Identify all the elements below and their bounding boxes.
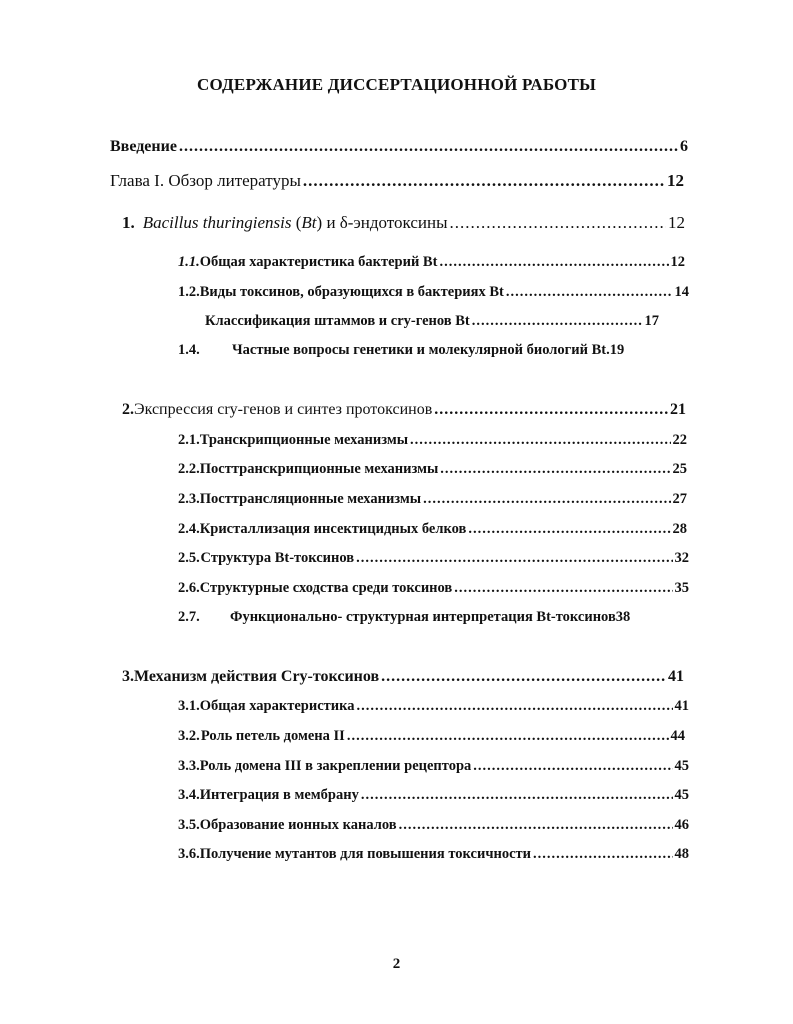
toc-entry-page: 14 [674,284,689,300]
leader-dots [357,698,673,715]
toc-entry-label: Образование ионных каналов [199,817,397,833]
toc-entry-3-2[interactable] [178,728,685,745]
toc-entry-page: 45 [674,787,689,803]
leader-dots [454,580,672,597]
leader-dots [356,550,672,567]
toc-entry-page: 28 [672,521,687,537]
toc-entry-3-5[interactable] [178,817,689,834]
leader-dots [303,171,665,191]
toc-entry-page: 38 [615,609,631,625]
leader-dots [434,401,668,419]
toc-entry-1-2[interactable] [178,284,689,301]
toc-entry-label-bt: Bt [301,213,317,232]
toc-entry-2-6[interactable] [178,580,689,597]
toc-entry-number: 2.5. [178,550,200,566]
toc-entry-2-5[interactable] [178,550,689,567]
toc-entry-2-3[interactable] [178,491,687,508]
toc-entry-page: 17 [644,313,659,329]
toc-entry-label: Посттранскрипционные механизмы [199,461,439,477]
toc-entry-label: Экспрессия cry-генов и синтез протоксинов [134,401,433,418]
toc-entry-label: Функционально- структурная интерпретация Bt-токсинов [230,609,616,625]
toc-entry-page: 19 [609,342,625,358]
toc-entry-3-1[interactable] [178,698,689,715]
toc-entry-3-4[interactable] [178,787,689,804]
toc-entry-section-2[interactable] [122,401,686,419]
toc-entry-label: Bacillus thuringiensis (Bt) и δ-эндотоксины [142,213,448,232]
leader-dots [410,432,670,449]
toc-entry-page: 48 [674,846,689,862]
toc-entry-1-1[interactable] [178,254,685,271]
toc-entry-page: 45 [674,758,689,774]
toc-entry-1-3[interactable] [205,313,659,330]
toc-entry-chapter-1[interactable] [110,171,684,191]
leader-dots [473,758,672,775]
leader-dots [381,668,666,686]
toc-entry-page: 12 [667,171,684,190]
toc-entry-label: Глава I. Обзор литературы [110,171,301,190]
toc-entry-page: 41 [668,668,684,685]
toc-entry-number: 3.4. [178,787,200,803]
toc-entry-number: 3.1. [178,698,200,714]
toc-entry-label: Общая характеристика бактерий Bt [199,254,438,270]
toc-entry-label: Роль петель домена II [200,728,345,744]
toc-entry-number: 2.3. [178,491,200,507]
toc-entry-1-4[interactable] [178,342,686,359]
toc-entry-number: 2.2. [178,461,200,477]
toc-entry-number: 3.3. [178,758,200,774]
toc-entry-label: Посттрансляционные механизмы [199,491,422,507]
toc-entry-label: Кристаллизация инсектицидных белков [199,521,467,537]
toc-entry-page: 41 [674,698,689,714]
toc-entry-label: Транскрипционные механизмы [199,432,409,448]
leader-dots [533,846,672,863]
toc-entry-intro[interactable] [110,138,688,156]
toc-entry-page: 21 [670,401,686,418]
toc-entry-page: 35 [674,580,689,596]
toc-entry-number: 1.1. [178,254,200,270]
leader-dots [179,138,678,156]
toc-entry-label-italic: Bacillus thuringiensis [142,213,292,232]
toc-entry-number: 2.7. [178,609,200,625]
toc-entry-label: Интеграция в мембрану [199,787,359,803]
toc-entry-3-3[interactable] [178,758,689,775]
toc-entry-page: 12 [668,213,685,232]
toc-entry-page: 27 [672,491,687,507]
toc-entry-page: 25 [672,461,687,477]
toc-entry-label: Классификация штаммов и cry-генов Bt [205,313,470,329]
toc-entry-page: 12 [670,254,685,270]
leader-dots [440,461,670,478]
toc-entry-label-rest: и δ-эндотоксины [322,213,448,232]
toc-entry-page: 46 [674,817,689,833]
toc-entry-number: 2.1. [178,432,200,448]
toc-entry-number: 3. [122,668,134,685]
leader-dots [506,284,673,301]
toc-entry-section-3[interactable] [122,668,684,686]
leader-dots [399,817,673,834]
toc-entry-number: 2.6. [178,580,200,596]
toc-entry-label: Структурные сходства среди токсинов [199,580,453,596]
leader-dots [439,254,668,271]
leader-dots [347,728,669,745]
toc-entry-number: 2. [122,401,134,418]
leader-dots [472,313,643,330]
toc-entry-label: Виды токсинов, образующихся в бактериях Bt [199,284,504,300]
toc-entry-page: 44 [670,728,685,744]
leader-dots [361,787,673,804]
toc-entry-page: 32 [674,550,689,566]
toc-entry-label: Общая характеристика [199,698,355,714]
toc-entry-2-2[interactable] [178,461,687,478]
toc-entry-number: 2.4. [178,521,200,537]
leader-dots [450,213,667,233]
toc-entry-2-7[interactable] [178,609,692,626]
toc-entry-page: 6 [680,138,688,155]
toc-entry-page: 22 [672,432,687,448]
toc-entry-number: 1.2. [178,284,200,300]
toc-entry-2-1[interactable] [178,432,687,449]
page-number: 2 [392,956,401,972]
toc-entry-label: Частные вопросы генетики и молекулярной биологий Bt. [232,342,610,358]
toc-entry-section-1[interactable] [122,213,685,233]
toc-entry-label: Роль домена III в закреплении рецептора [199,758,472,774]
toc-entry-number: 3.6. [178,846,200,862]
toc-entry-2-4[interactable] [178,521,687,538]
toc-entry-label: Введение [110,138,177,155]
toc-entry-number: 1.4. [178,342,200,358]
toc-entry-label: Структура Bt-токсинов [200,550,355,566]
page-title: СОДЕРЖАНИЕ ДИССЕРТАЦИОННОЙ РАБОТЫ [196,75,597,94]
toc-entry-number: 1. [122,213,135,232]
toc-entry-number: 3.2. [178,728,200,744]
leader-dots [423,491,670,508]
leader-dots [468,521,670,538]
toc-entry-label: Механизм действия Cry-токсинов [134,668,380,685]
toc-entry-number: 3.5. [178,817,200,833]
toc-entry-3-6[interactable] [178,846,689,863]
toc-entry-label: Получение мутантов для повышения токсичности [199,846,532,862]
